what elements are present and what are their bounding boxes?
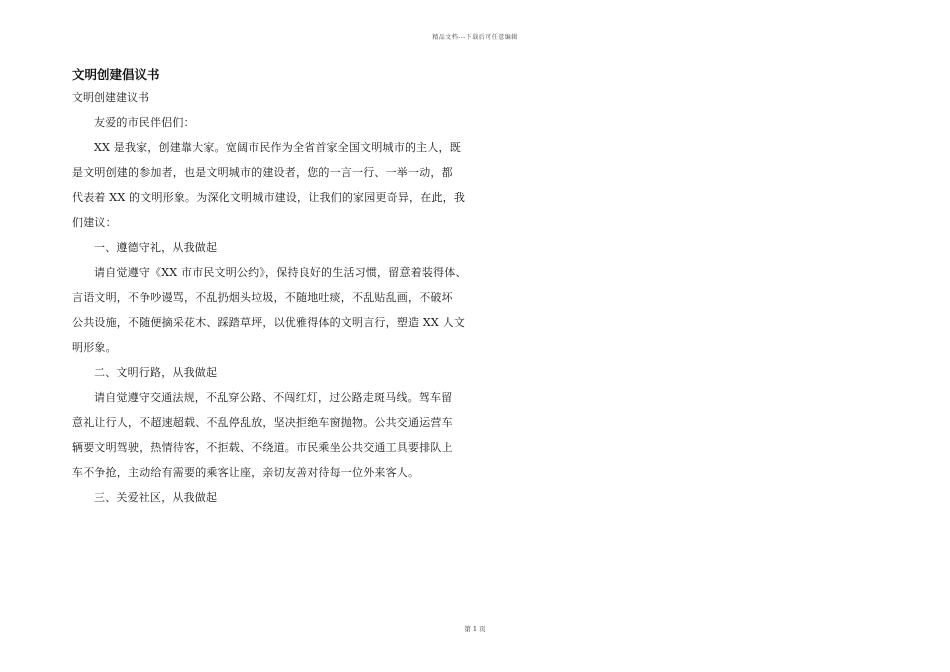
paragraph-line: 辆要文明驾驶，热情待客，不拒载、不绕道。市民乘坐公共交通工具要排队上 — [72, 441, 453, 454]
paragraph-line: 代表着 XX 的文明形象。为深化文明城市建设，让我们的家园更奇异，在此，我 — [72, 191, 466, 204]
paragraph-line: 车不争抢，主动给有需要的乘客让座，亲切友善对待每一位外来客人。 — [72, 466, 420, 479]
paragraph-line: 意礼让行人，不超速超载、不乱停乱放，坚决拒绝车窗抛物。公共交通运营车 — [72, 416, 453, 429]
paragraph-line: 们建议： — [72, 216, 117, 229]
paragraph-line: 公共设施，不随便摘采花木、踩踏草坪，以优雅得体的文明言行，塑造 XX 人文 — [72, 316, 466, 329]
salutation-line: 友爱的市民伴侣们： — [94, 116, 195, 129]
paragraph-line: 请自觉遵守《XX 市市民文明公约》，保持良好的生活习惯，留意着装得体、 — [94, 266, 467, 279]
page-number: 第 1 页 — [464, 625, 486, 633]
paragraph-line: 明形象。 — [72, 341, 117, 354]
document-title: 文明创建倡议书 — [72, 67, 160, 82]
document-subtitle: 文明创建建议书 — [72, 91, 149, 104]
paragraph-line: XX 是我家，创建靠大家。宽阔市民作为全省首家全国文明城市的主人，既 — [94, 141, 461, 154]
section-heading-3: 三、关爱社区，从我做起 — [94, 491, 218, 504]
section-heading-2: 二、文明行路，从我做起 — [94, 366, 218, 379]
document-body — [72, 64, 472, 510]
section-heading-1: 一、遵德守礼，从我做起 — [94, 241, 218, 254]
paragraph-line: 请自觉遵守交通法规，不乱穿公路、不闯红灯，过公路走斑马线。驾车留 — [94, 391, 453, 404]
page-header: 精品文档---下载后可任意编辑 — [432, 34, 518, 41]
paragraph-line: 是文明创建的参加者，也是文明城市的建设者，您的一言一行、一举一动，都 — [72, 166, 453, 179]
paragraph-line: 言语文明，不争吵谩骂，不乱扔烟头垃圾，不随地吐痰，不乱贴乱画，不破坏 — [72, 291, 453, 304]
